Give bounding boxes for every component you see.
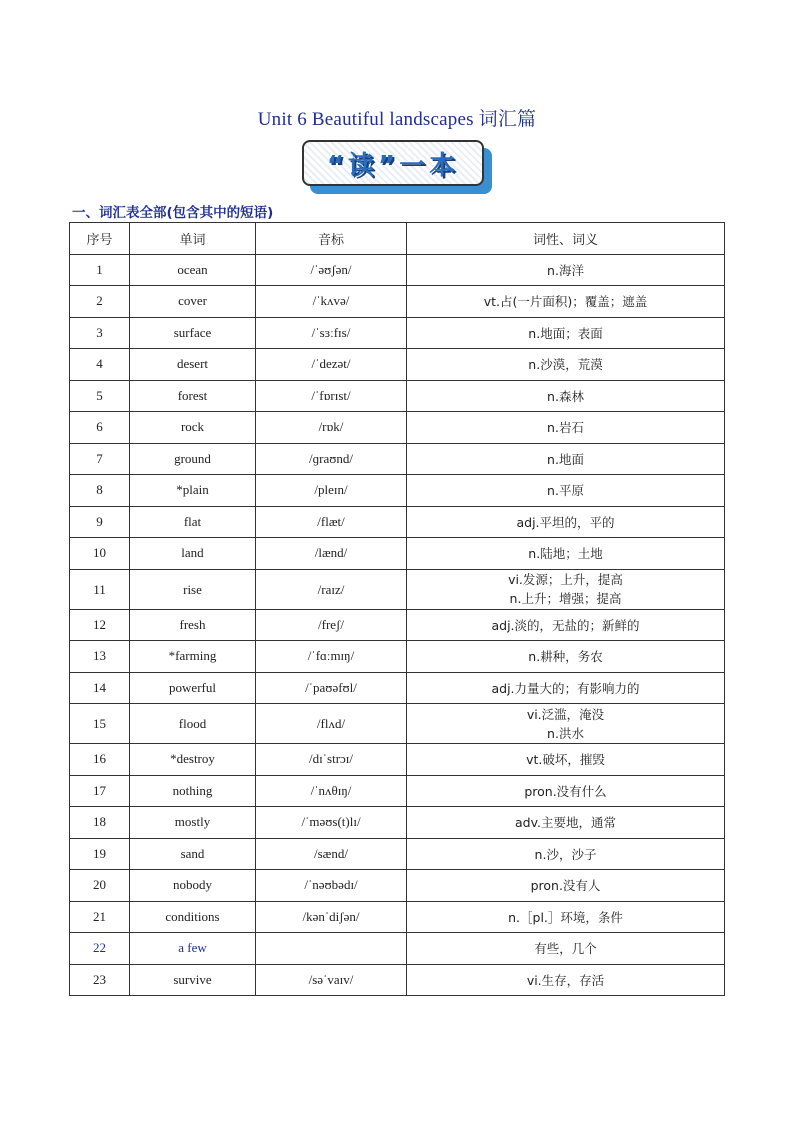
row-number: 5 <box>70 380 130 412</box>
row-meaning <box>407 744 725 776</box>
table-row <box>70 254 725 286</box>
row-meaning <box>407 475 725 507</box>
row-phonetic: /səˈvaɪv/ <box>256 964 407 996</box>
row-word: a few <box>130 933 256 965</box>
meaning-line: n.平原 <box>547 483 584 499</box>
table-row <box>70 641 725 673</box>
row-number: 9 <box>70 506 130 538</box>
table-row <box>70 317 725 349</box>
row-meaning <box>407 349 725 381</box>
row-word: survive <box>130 964 256 996</box>
table-row <box>70 538 725 570</box>
table-row <box>70 744 725 776</box>
row-number: 6 <box>70 412 130 444</box>
row-meaning <box>407 870 725 902</box>
vocabulary-table <box>69 222 725 996</box>
row-number: 15 <box>70 704 130 744</box>
row-meaning <box>407 506 725 538</box>
row-meaning <box>407 538 725 570</box>
meaning-line: vt.占(一片面积)；覆盖；遮盖 <box>483 294 648 310</box>
table-row <box>70 380 725 412</box>
row-number: 18 <box>70 807 130 839</box>
row-phonetic: /ˈkʌvə/ <box>256 286 407 318</box>
header-phonetic: 音标 <box>256 223 407 255</box>
meaning-line: n.耕种，务农 <box>528 649 603 665</box>
meaning-line: n.上升；增强；提高 <box>509 591 622 606</box>
row-word: *plain <box>130 475 256 507</box>
meaning-line: vi.发源；上升，提高 <box>508 572 623 587</box>
meaning-line: pron.没有人 <box>530 878 601 894</box>
table-row <box>70 569 725 609</box>
meaning-line: adj.力量大的；有影响力的 <box>491 680 640 696</box>
row-word: cover <box>130 286 256 318</box>
section-badge <box>302 140 498 198</box>
row-number: 10 <box>70 538 130 570</box>
row-number: 2 <box>70 286 130 318</box>
row-number: 20 <box>70 870 130 902</box>
table-row <box>70 964 725 996</box>
row-number: 1 <box>70 254 130 286</box>
meaning-line: pron.没有什么 <box>524 783 607 799</box>
row-word: nobody <box>130 870 256 902</box>
meaning-line: vt.破坏，摧毁 <box>526 752 605 768</box>
row-phonetic: /ˈfɒrɪst/ <box>256 380 407 412</box>
table-row <box>70 672 725 704</box>
meaning-line: vi.泛滥，淹没 <box>526 706 605 722</box>
row-word: fresh <box>130 609 256 641</box>
row-word: surface <box>130 317 256 349</box>
meaning-line: n.沙，沙子 <box>534 846 597 862</box>
row-word: land <box>130 538 256 570</box>
row-meaning <box>407 838 725 870</box>
row-number: 23 <box>70 964 130 996</box>
meaning-line: n.地面 <box>547 451 584 467</box>
table-row <box>70 807 725 839</box>
row-phonetic: /ˈfɑːmɪŋ/ <box>256 641 407 673</box>
table-row <box>70 704 725 744</box>
meaning-line: n.陆地；土地 <box>528 546 603 562</box>
meaning-line: n.海洋 <box>547 262 584 278</box>
row-phonetic: /ˈnəʊbədɪ/ <box>256 870 407 902</box>
row-meaning <box>407 775 725 807</box>
row-meaning <box>407 901 725 933</box>
row-phonetic: /ˈnʌθɪŋ/ <box>256 775 407 807</box>
row-phonetic: /ˈəʊʃən/ <box>256 254 407 286</box>
row-word: rise <box>130 569 256 609</box>
row-phonetic <box>256 933 407 965</box>
table-row <box>70 775 725 807</box>
row-meaning <box>407 412 725 444</box>
row-word: *farming <box>130 641 256 673</box>
row-number: 22 <box>70 933 130 965</box>
row-number: 21 <box>70 901 130 933</box>
row-meaning <box>407 704 725 744</box>
table-row <box>70 443 725 475</box>
row-word: ocean <box>130 254 256 286</box>
row-phonetic: /flʌd/ <box>256 704 407 744</box>
row-word: flood <box>130 704 256 744</box>
row-number: 7 <box>70 443 130 475</box>
row-phonetic: /pleɪn/ <box>256 475 407 507</box>
row-phonetic: /dɪˈstrɔɪ/ <box>256 744 407 776</box>
table-row <box>70 933 725 965</box>
row-phonetic: /ˈməʊs(t)lɪ/ <box>256 807 407 839</box>
meaning-line: n.岩石 <box>547 420 584 436</box>
vocabulary-rows <box>70 254 725 996</box>
row-phonetic: /ˈdezət/ <box>256 349 407 381</box>
row-phonetic: /freʃ/ <box>256 609 407 641</box>
row-meaning <box>407 317 725 349</box>
row-meaning <box>407 807 725 839</box>
row-number: 13 <box>70 641 130 673</box>
row-meaning <box>407 254 725 286</box>
table-row <box>70 870 725 902</box>
row-phonetic: /ˈpaʊəfʊl/ <box>256 672 407 704</box>
row-meaning <box>407 286 725 318</box>
row-meaning <box>407 609 725 641</box>
table-row <box>70 412 725 444</box>
row-phonetic: /ɡraʊnd/ <box>256 443 407 475</box>
badge-label: “读”一本 <box>302 140 484 186</box>
row-number: 3 <box>70 317 130 349</box>
meaning-line: adj.平坦的，平的 <box>516 514 615 530</box>
row-word: desert <box>130 349 256 381</box>
row-meaning <box>407 964 725 996</box>
row-number: 11 <box>70 569 130 609</box>
meaning-line: 有些，几个 <box>534 941 597 957</box>
row-word: rock <box>130 412 256 444</box>
row-word: mostly <box>130 807 256 839</box>
meaning-line: n.沙漠，荒漠 <box>528 357 603 373</box>
table-row <box>70 838 725 870</box>
row-phonetic: /ˈsɜːfɪs/ <box>256 317 407 349</box>
row-meaning <box>407 380 725 412</box>
header-meaning: 词性、词义 <box>407 223 725 255</box>
table-row <box>70 475 725 507</box>
meaning-line: vi.生存，存活 <box>526 972 605 988</box>
row-phonetic: /rɒk/ <box>256 412 407 444</box>
row-word: flat <box>130 506 256 538</box>
table-header-row <box>70 223 725 255</box>
row-number: 16 <box>70 744 130 776</box>
row-meaning <box>407 641 725 673</box>
row-phonetic: /raɪz/ <box>256 569 407 609</box>
table-row <box>70 609 725 641</box>
row-word: sand <box>130 838 256 870</box>
meaning-line: n.［pl.］环境，条件 <box>508 909 623 925</box>
meaning-line: adj.淡的，无盐的；新鲜的 <box>491 617 640 633</box>
row-word: forest <box>130 380 256 412</box>
row-word: *destroy <box>130 744 256 776</box>
row-phonetic: /sænd/ <box>256 838 407 870</box>
row-word: nothing <box>130 775 256 807</box>
row-number: 4 <box>70 349 130 381</box>
row-number: 8 <box>70 475 130 507</box>
row-phonetic: /lænd/ <box>256 538 407 570</box>
meaning-line: n.地面；表面 <box>528 325 603 341</box>
page-title: Unit 6 Beautiful landscapes 词汇篇 <box>257 109 537 130</box>
table-row <box>70 349 725 381</box>
row-word: ground <box>130 443 256 475</box>
row-phonetic: /kənˈdiʃən/ <box>256 901 407 933</box>
row-number: 12 <box>70 609 130 641</box>
row-number: 19 <box>70 838 130 870</box>
row-meaning <box>407 443 725 475</box>
header-word: 单词 <box>130 223 256 255</box>
row-word: conditions <box>130 901 256 933</box>
meaning-line: n.洪水 <box>547 725 584 741</box>
section-heading: 一、词汇表全部(包含其中的短语) <box>72 205 274 221</box>
row-phonetic: /flæt/ <box>256 506 407 538</box>
row-number: 14 <box>70 672 130 704</box>
table-row <box>70 286 725 318</box>
table-row <box>70 506 725 538</box>
row-meaning <box>407 569 725 609</box>
meaning-line: n.森林 <box>547 388 584 404</box>
meaning-line: adv.主要地，通常 <box>515 815 616 831</box>
row-number: 17 <box>70 775 130 807</box>
table-row <box>70 901 725 933</box>
row-meaning <box>407 672 725 704</box>
row-meaning <box>407 933 725 965</box>
row-word: powerful <box>130 672 256 704</box>
header-number: 序号 <box>70 223 130 255</box>
